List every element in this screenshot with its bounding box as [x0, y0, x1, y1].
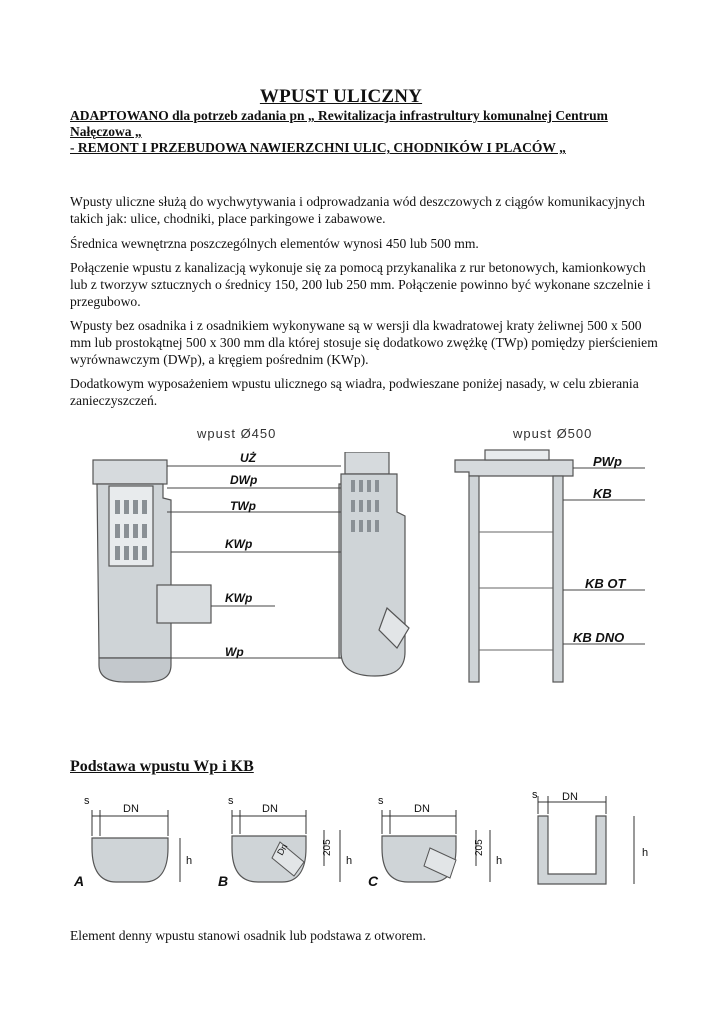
diagram-wpust-500 [445, 420, 660, 692]
base-c [368, 795, 502, 889]
base-a-letter: A [74, 873, 85, 889]
base-c-dn: DN [414, 803, 430, 815]
page-title: WPUST ULICZNY [259, 86, 423, 107]
label-kb: KB [593, 486, 612, 501]
label-kb-ot: KB OT [585, 576, 626, 591]
subheader-line-3: - REMONT I PRZEBUDOWA NAWIERZCHNI ULIC, CHODNIKÓW I PLACÓW „ [70, 140, 566, 155]
base-b-s: s [228, 795, 234, 807]
label-kwp-1: KWp [225, 537, 253, 551]
base-kb-h: h [642, 847, 649, 859]
paragraph-versions: Wpusty bez osadnika i z osadnikiem wykonywane są w wersji dla kwadratowej kraty żeliwnej 500 x 500 mm lub prostokątnej 500 x 300 mm dla której stosuje się dodatkowo zwężkę (TWp) pomiędzy pierścieniem wyrównawczym (DWp), a kręgiem pośrednim (KWp). [70, 318, 658, 367]
label-kwp-2: KWp [225, 591, 253, 605]
diagram-500-heading: wpust Ø500 [513, 426, 593, 441]
paragraph-equipment: Dodatkowym wyposażeniem wpustu ulicznego są wiadra, podwieszane poniżej nasady, w celu zbierania zanieczyszczeń. [70, 376, 639, 408]
base-b-h: h [346, 855, 353, 867]
label-uz: UŻ [240, 451, 256, 465]
base-drawings [68, 790, 658, 895]
base-kb-s: s [532, 790, 538, 801]
pipe-left [157, 585, 211, 623]
base-a [73, 795, 192, 889]
subheader-line-1: ADAPTOWANO dla potrzeb zadania pn „ Rewitalizacja infrastrultury komunalnej Centrum [70, 108, 608, 123]
paragraph-diameter: Średnica wewnętrzna poszczególnych elementów wynosi 450 lub 500 mm. [70, 236, 479, 251]
diagram-450-heading: wpust Ø450 [197, 426, 277, 441]
subheader-line-2: Nałęczowa „ [70, 124, 142, 139]
base-c-205: 205 [474, 839, 485, 856]
base-b-letter: B [218, 873, 229, 889]
base-a-h: h [186, 855, 193, 867]
base-kb-dn: DN [562, 791, 578, 803]
grate-left [93, 460, 167, 484]
label-twp: TWp [230, 499, 256, 513]
base-b [218, 795, 352, 889]
paragraph-purpose: Wpusty uliczne służą do wychwytywania i odprowadzania wód deszczowych z ciągów komunikacyjnych takich jak: ulice, chodniki, place parkingowe i zabawowe. [70, 194, 645, 226]
section-title: Podstawa wpustu Wp i KB [70, 758, 254, 775]
base-c-s: s [378, 795, 384, 807]
base-a-s: s [84, 795, 90, 807]
label-wp: Wp [225, 645, 244, 659]
base-a-dn: DN [123, 803, 139, 815]
diagram-wpust-450-section [335, 452, 417, 692]
base-b-205: 205 [322, 839, 333, 856]
label-dwp: DWp [230, 473, 258, 487]
base-b-dn: DN [262, 803, 278, 815]
paragraph-connection: Połączenie wpustu z kanalizacją wykonuje się za pomocą przykanalika z rur betonowych, kamionkowych lub z tworzyw sztucznych o średnicy 150, 200 lub 250 mm. Połączenie powinno być wykonane szczelnie i przegubowo. [70, 260, 651, 309]
base-b-dn-rotated: Dn [275, 842, 290, 857]
diagram-wpust-450 [85, 420, 375, 692]
footer-text: Element denny wpustu stanowi osadnik lub podstawa z otworem. [70, 928, 427, 943]
label-kb-dno: KB DNO [573, 630, 625, 645]
base-c-letter: C [368, 873, 379, 889]
base-c-h: h [496, 855, 503, 867]
base-kb [532, 790, 648, 884]
label-pwp: PWp [593, 454, 622, 469]
